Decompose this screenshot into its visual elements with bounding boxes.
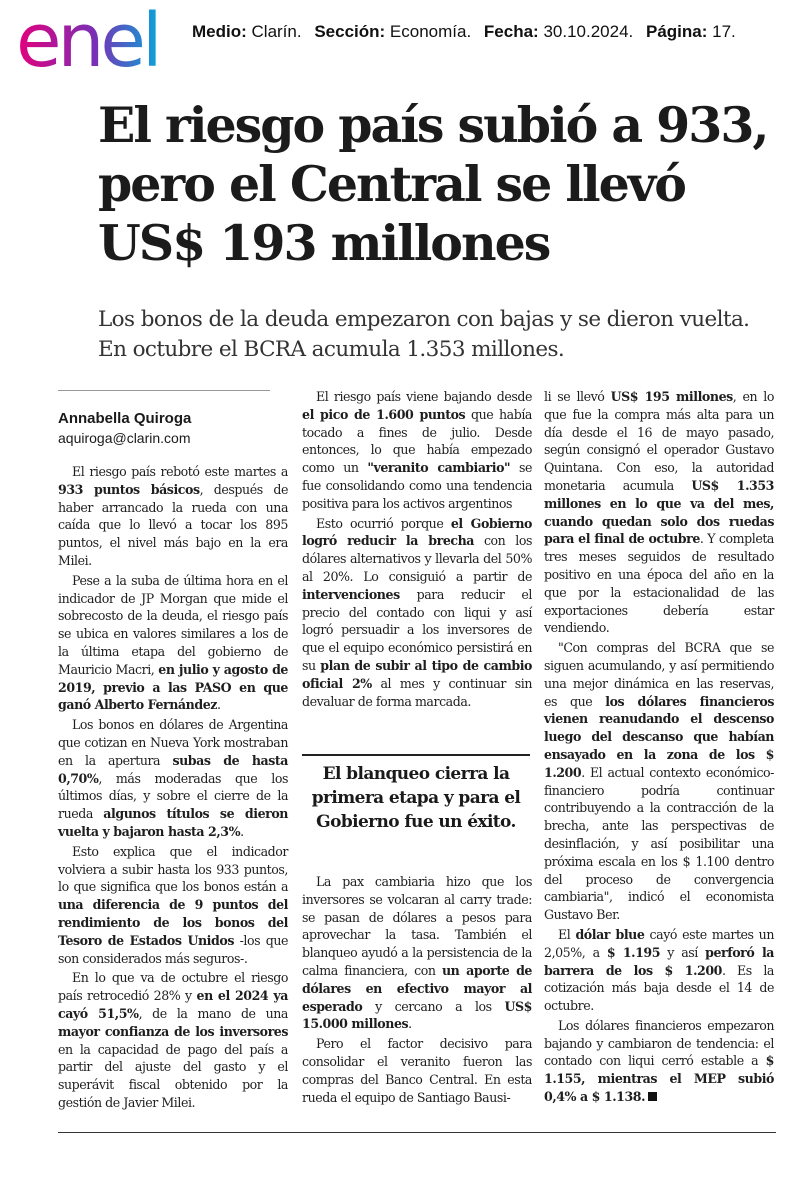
column-2-continued	[302, 873, 532, 1108]
author-name: Annabella Quiroga	[58, 410, 192, 427]
emphasis-text: dólar blue	[575, 926, 645, 942]
paragraph	[58, 572, 288, 714]
body-text: que había tocado a fines de julio. Desde entonces, lo que había empezado como un	[302, 406, 532, 476]
body-text: con los dólares alternativos y llevarla del 50% al 20%. Lo consiguió a partir de	[302, 533, 532, 584]
paragraph	[58, 716, 288, 841]
emphasis-text: en el 2024 ya cayó 51,5%	[58, 988, 288, 1021]
body-text: Pese a la suba de última hora en el indicador de JP Morgan que mide el sobrecosto de la deuda, el riesgo país se ubica en valores similares a los de la última etapa del gobierno de Mauricio Macri,	[58, 572, 288, 677]
body-text: El	[558, 926, 576, 942]
body-text: El riesgo país viene bajando desde	[316, 389, 532, 404]
body-text: y cercano a los	[362, 998, 505, 1014]
bottom-divider	[58, 1132, 776, 1133]
body-text: , más moderadas que los últimos días, y sobre el cierre de la rueda	[58, 770, 288, 822]
fecha-value: 30.10.2024.	[543, 22, 634, 41]
emphasis-text: el pico de 1.600 puntos	[302, 406, 466, 422]
clipping-header	[0, 0, 800, 80]
body-text: para reducir el precio del contado con liqui y así logró persuadir a los inversores de que el equipo económico persistirá en su	[302, 586, 532, 673]
divider	[58, 390, 270, 391]
seccion-value: Economía.	[389, 22, 472, 41]
body-text: . El actual contexto económico-financiero podría continuar contribuyendo a la contracción de la brecha, ante las perspectivas de desinflación, y así posibilitar una próxima escala en los $ 1.100 dentro del proceso de convergencia cambiaria", indicó el economista Gustavo Ber.	[544, 764, 774, 923]
emphasis-text: $ 1.195	[606, 944, 661, 960]
body-text: . Y completa tres meses seguidos de resultado positivo en una época del año en la que por la estacionalidad de las exportaciones debería estar vendiendo.	[544, 531, 774, 636]
emphasis-text: plan de subir al tipo de cambio oficial 2%	[302, 657, 532, 691]
column-2	[302, 388, 532, 712]
emphasis-text: un aporte de dólares en efectivo mayor al esperado	[302, 962, 532, 1014]
end-mark-icon	[648, 1092, 657, 1101]
body-text: se fue consolidando como una tendencia positiva para los activos argentinos	[302, 460, 532, 511]
byline	[58, 410, 288, 446]
body-text: .	[240, 823, 244, 839]
article-subhead: Los bonos de la deuda empezaron con bajas y se dieron vuelta. En octubre el BCRA acumula 1.353 millones.	[98, 307, 750, 362]
body-text: cayó este martes un 2,05%, a	[544, 926, 774, 960]
emphasis-text: mayor confianza de los inversores	[58, 1023, 288, 1039]
paragraph	[544, 1017, 774, 1106]
author-email[interactable]: aquiroga@clarin.com	[58, 430, 191, 446]
body-text: -los que son considerados más seguros-.	[58, 932, 288, 966]
medio-value: Clarín.	[251, 22, 302, 41]
paragraph	[302, 388, 532, 513]
body-text: .	[216, 697, 221, 713]
emphasis-text: $ 1.155, mientras el MEP subió 0,4% a $ 1.138.	[544, 1053, 774, 1105]
body-text: .	[408, 1016, 412, 1032]
emphasis-text: US$ 195 millones	[610, 389, 733, 404]
paragraph	[544, 388, 774, 637]
emphasis-text: US$ 1.353 millones en lo que va del mes, cuando quedan solo dos ruedas para el final de octubre	[544, 477, 774, 547]
paragraph	[58, 843, 288, 968]
medio-label: Medio:	[192, 22, 247, 41]
paragraph	[58, 463, 288, 570]
body-text: La pax cambiaria hizo que los inversores se volcaran al carry trade: se pasan de dólares a pesos para aprovechar la tasa. También el blanqueo ayudó a la persistencia de la calma financiera, con	[302, 874, 532, 978]
body-text: Pero el factor decisivo para consolidar el veranito fueron las compras del Banco Central. En esta rueda el equipo de Santiago Bausi-	[302, 1036, 532, 1105]
paragraph	[58, 969, 288, 1111]
body-text: , en lo que fue la compra más alta para un día desde el 16 de mayo pasado, según consignó el operador Gustavo Quintana. Con eso, la autoridad monetaria acumula	[544, 389, 774, 493]
paragraph	[302, 873, 532, 1033]
body-text: , después de haber arrancado la rueda con una caída que lo llevó a tocar los 895 puntos, el nivel más bajo en la era Milei.	[58, 481, 288, 568]
emphasis-text: los dólares financieros vienen reanudando el descenso luego del descanso que habían ensayado en la zona de los $ 1.200	[544, 693, 774, 780]
body-text: , de la mano de una	[138, 1005, 288, 1021]
insert-rule-top	[302, 754, 530, 756]
emphasis-text: perforó la barrera de los $ 1.200	[544, 944, 774, 978]
pagina-value: 17.	[712, 22, 736, 41]
emphasis-text: una diferencia de 9 puntos del rendimiento de los bonos del Tesoro de Estados Unidos	[58, 897, 288, 948]
body-text: y así	[660, 944, 706, 960]
body-text: al mes y continuar sin devaluar de forma marcada.	[302, 675, 532, 709]
paragraph	[544, 639, 774, 924]
paragraph	[302, 1035, 532, 1106]
emphasis-text: el Gobierno logró reducir la brecha	[302, 515, 532, 549]
clipping-metadata	[192, 22, 736, 42]
emphasis-text: intervenciones	[302, 586, 400, 602]
column-1	[58, 463, 288, 1114]
body-text: Los dólares financieros empezaron bajando y cambiaron de tendencia: el contado con liqui cerró estable a	[544, 1017, 774, 1069]
emphasis-text: algunos títulos se dieron vuelta y bajaron hasta 2,3%	[58, 806, 288, 839]
paragraph	[544, 926, 774, 1015]
body-text: En lo que va de octubre el riesgo país retrocedió 28% y	[58, 970, 288, 1004]
body-text: "Con compras del BCRA que se siguen acumulando, y así permitiendo una mejor dinámica en las reservas, es que	[544, 640, 774, 709]
emphasis-text: US$ 15.000 millones	[302, 998, 532, 1032]
enel-logo	[16, 4, 186, 74]
emphasis-text: 933 puntos básicos	[58, 481, 200, 497]
emphasis-text: subas de hasta 0,70%	[58, 752, 288, 786]
svg-text:enel: enel	[16, 4, 159, 74]
emphasis-text: "veranito cambiario"	[367, 460, 511, 476]
fecha-label: Fecha:	[483, 22, 539, 41]
body-text: en la capacidad de pago del país a partir del ajuste del gasto y el superávit fiscal obtenido por la gestión de Javier Milei.	[58, 1041, 288, 1110]
emphasis-text: en julio y agosto de 2019, previo a las PASO en que ganó Alberto Fernández	[58, 661, 288, 713]
paragraph	[302, 515, 532, 711]
body-text: Esto explica que el indicador volviera a subir hasta los 933 puntos, lo que significa que los bonos están a	[58, 843, 288, 895]
seccion-label: Sección:	[314, 22, 386, 41]
column-3	[544, 388, 774, 1108]
body-text: li se llevó	[544, 389, 611, 404]
article-headline: El riesgo país subió a 933, pero el Central se llevó US$ 193 millones	[98, 96, 768, 272]
body-text: Los bonos en dólares de Argentina que cotizan en Nueva York mostraban en la apertura	[58, 717, 288, 768]
insert-title: El blanqueo cierra la primera etapa y para el Gobierno fue un éxito.	[311, 764, 521, 832]
body-text: El riesgo país rebotó este martes a	[72, 464, 288, 479]
pagina-label: Página:	[646, 22, 708, 41]
body-text: . Es la cotización más baja desde el 14 de octubre.	[544, 962, 774, 1014]
body-text: Esto ocurrió porque	[316, 515, 451, 531]
